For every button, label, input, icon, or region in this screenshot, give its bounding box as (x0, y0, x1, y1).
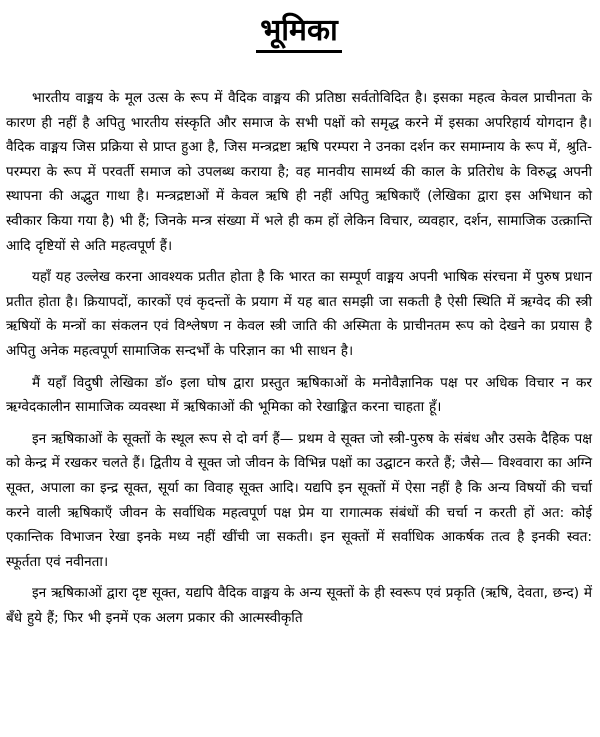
paragraph-4: इन ऋषिकाओं के सूक्तों के स्थूल रूप से दो वर्ग हैं— प्रथम वे सूक्त जो स्त्री-पुरुष के संबंध और उसके दैहिक पक्ष को केन्द्र में रखकर चलते हैं। द्वितीय वे सूक्त जो जीवन के विभिन्न पक्षों का उद्घाटन करते हैं; जैसे— विश्ववारा का अग्नि सूक्त, अपाला का इन्द्र सूक्त, सूर्या का विवाह सूक्त आदि। यद्यपि इन सूक्तों में ऐसा नहीं है कि अन्य विषयों की चर्चा करने वाली ऋषिकाएँ जीवन के सर्वाधिक महत्वपूर्ण पक्ष प्रेम या रागात्मक संबंधों की चर्चा न करती हों अत: कोई एकान्तिक विभाजन रेखा इनके मध्य नहीं खींची जा सकती। इन सूक्तों में सर्वाधिक आकर्षक तत्व है इनकी स्वत: स्फूर्तता एवं नवीनता। (6, 430, 592, 570)
paragraph-3: मैं यहाँ विदुषी लेखिका डॉ० इला घोष द्वारा प्रस्तुत ऋषिकाओं के मनोवैज्ञानिक पक्ष पर अधिक विचार न कर ऋग्वेदकालीन सामाजिक व्यवस्था में ऋषिकाओं की भूमिका को रेखाङ्कित करना चाहता हूँ। (6, 374, 592, 416)
paragraph-2: यहाँ यह उल्लेख करना आवश्यक प्रतीत होता है कि भारत का सम्पूर्ण वाङ्मय अपनी भाषिक संरचना में पुरुष प्रधान प्रतीत होता है। क्रियापदों, कारकों एवं कृदन्तों के प्रयाग में यह बात समझी जा सकती है ऐसी स्थिति में ऋग्वेद की स्त्री ऋषियों के मन्त्रों का संकलन एवं विश्लेषण न केवल स्त्री जाति की अस्मिता के प्राचीनतम रूप को देखने का प्रयास है अपितु अनेक महत्वपूर्ण सामाजिक सन्दर्भों के परिज्ञान का भी साधन है। (6, 269, 592, 359)
title-container (6, 0, 592, 50)
page-title: भूमिका (256, 14, 342, 53)
body-text (6, 86, 592, 630)
paragraph-1: भारतीय वाङ्मय के मूल उत्स के रूप में वैदिक वाङ्मय की प्रतिष्ठा सर्वतोविदित है। इसका महत्व केवल प्राचीनता के कारण ही नहीं है अपितु भारतीय संस्कृति और समाज के सभी पक्षों को समृद्ध करने में इसका अपरिहार्य योगदान है। वैदिक वाङ्मय जिस प्रक्रिया से प्राप्त हुआ है, जिस मन्त्रद्रष्टा ऋषि परम्परा ने उनका दर्शन कर समाम्नाय के रूप में, श्रुति-परम्परा के रूप में परवर्ती समाज को उपलब्ध कराया है; वह मानवीय सामर्थ्य की काल के प्रतिरोध के विरुद्ध अपनी स्थापना की अद्भुत गाथा है। मन्त्रद्रष्टाओं में केवल ऋषि ही नहीं अपितु ऋषिकाएँ (लेखिका द्वारा इस अभिधान को स्वीकार किया गया है) भी हैं; जिनके मन्त्र संख्या में भले ही कम हों लेकिन विचार, व्यवहार, दर्शन, सामाजिक उत्क्रान्ति आदि दृष्टियों से अति महत्वपूर्ण हैं। (6, 90, 592, 254)
paragraph-5: इन ऋषिकाओं द्वारा दृष्ट सूक्त, यद्यपि वैदिक वाङ्मय के अन्य सूक्तों के ही स्वरूप एवं प्रकृति (ऋषि, देवता, छन्द) में बँधे हुये हैं; फिर भी इनमें एक अलग प्रकार की आत्मस्वीकृति (6, 585, 592, 626)
